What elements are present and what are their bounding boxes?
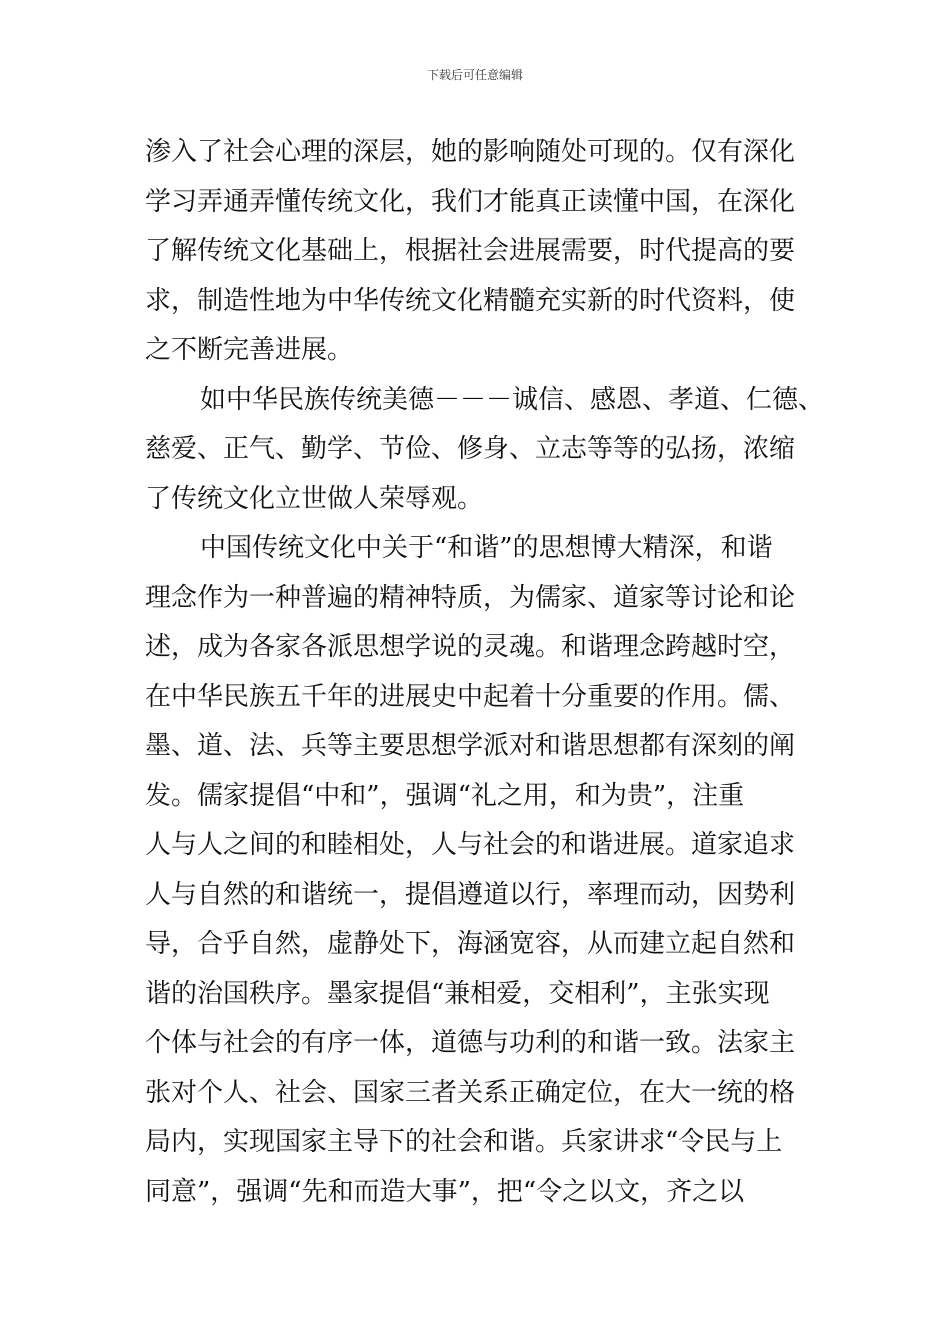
text-line: 述，成为各家各派思想学说的灵魂。和谐理念跨越时空， xyxy=(145,632,796,662)
text-line: 渗入了社会心理的深层，她的影响随处可现的。仅有深化 xyxy=(145,137,796,167)
text-line: 了传统文化立世做人荣辱观。 xyxy=(145,483,484,514)
text-line: 中国传统文化中关于“和谐”的思想博大精深，和谐 xyxy=(200,533,773,563)
text-line: 谐的治国秩序。墨家提倡“兼相爱，交相利”，主张实现 xyxy=(145,978,770,1009)
text-line: 之不断完善进展。 xyxy=(145,335,354,365)
document-body xyxy=(145,128,835,1217)
paragraph-2 xyxy=(145,376,835,525)
text-line: 学习弄通弄懂传统文化，我们才能真正读懂中国，在深化 xyxy=(145,186,796,217)
text-line: 在中华民族五千年的进展史中起着十分重要的作用。儒、 xyxy=(145,681,796,712)
page-header: 下载后可任意编辑 xyxy=(426,68,523,82)
text-line: 理念作为一种普遍的精神特质，为儒家、道家等讨论和论 xyxy=(145,582,796,613)
text-line: 慈爱、正气、勤学、节俭、修身、立志等等的弘扬，浓缩 xyxy=(145,434,796,464)
text-line: 了解传统文化基础上，根据社会进展需要，时代提高的要 xyxy=(145,236,796,266)
text-line: 人与自然的和谐统一，提倡遵道以行，率理而动，因势利 xyxy=(145,879,796,910)
text-line: 个体与社会的有序一体，道德与功利的和谐一致。法家主 xyxy=(145,1028,796,1058)
text-line: 人与人之间的和睦相处，人与社会的和谐进展。道家追求 xyxy=(145,830,796,860)
text-line: 墨、道、法、兵等主要思想学派对和谐思想都有深刻的阐 xyxy=(145,731,796,761)
text-line: 同意”，强调“先和而造大事”，把“令之以文，齐之以 xyxy=(145,1176,745,1207)
text-line: 求，制造性地为中华传统文化精髓充实新的时代资料，使 xyxy=(145,285,796,316)
text-line: 局内，实现国家主导下的社会和谐。兵家讲求“令民与上 xyxy=(145,1127,783,1157)
text-line: 导，合乎自然，虚静处下，海涵宽容，从而建立起自然和 xyxy=(145,929,796,959)
paragraph-3 xyxy=(145,524,835,1217)
paragraph-1 xyxy=(145,128,835,376)
text-line: 发。儒家提倡“中和”，强调“礼之用，和为贵”，注重 xyxy=(145,780,745,811)
text-line: 如中华民族传统美德－－－诚信、感恩、孝道、仁德、 xyxy=(200,384,825,415)
text-line: 张对个人、社会、国家三者关系正确定位，在大一统的格 xyxy=(145,1077,796,1108)
